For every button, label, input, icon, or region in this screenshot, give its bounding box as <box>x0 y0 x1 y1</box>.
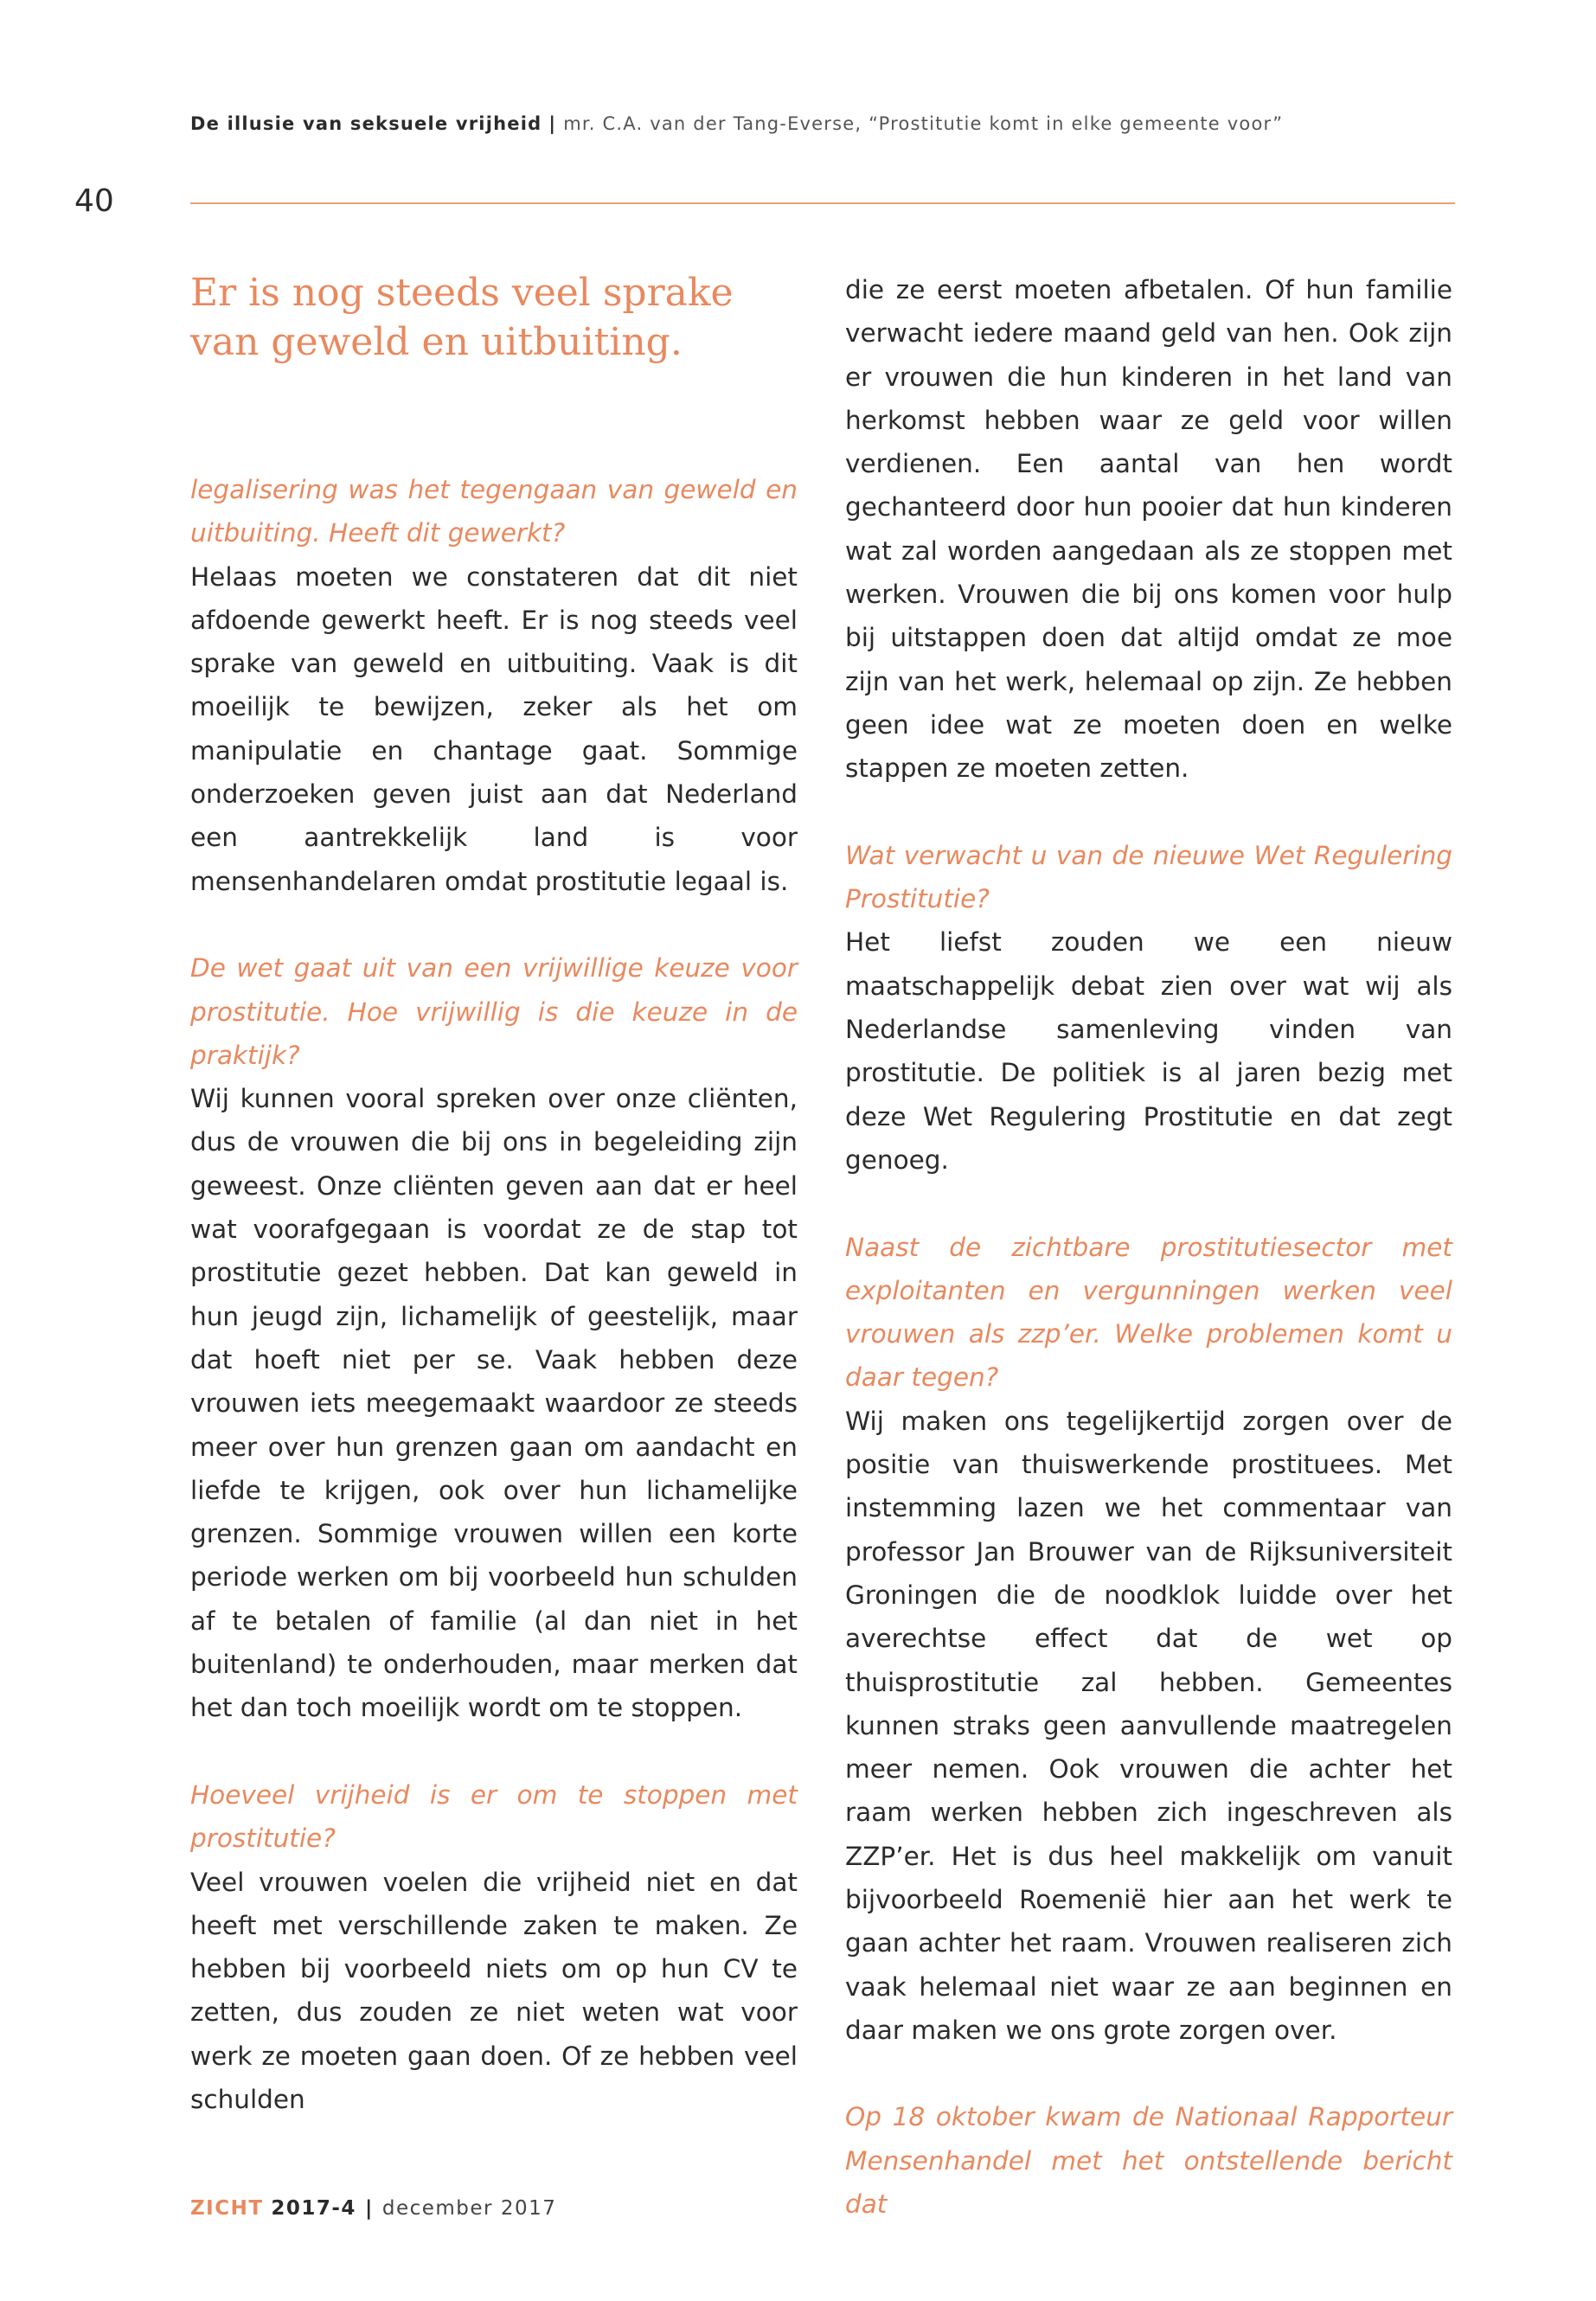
left-column <box>190 268 798 2121</box>
interview-answer: die ze eerst moeten afbetalen. Of hun familie verwacht iedere maand geld van hen. Ook zijn er vrouwen die hun kinderen in het land van herkomst hebben waar ze geld voor willen verdienen. Een aantal van hen wordt gechanteerd door hun pooier dat hun kinderen wat zal worden aangedaan als ze stoppen met werken. Vrouwen die bij ons komen voor hulp bij uitstappen doen dat altijd omdat ze moe zijn van het werk, helemaal op zijn. Ze hebben geen idee wat ze moeten doen en welke stappen ze moeten zetten. <box>845 275 1452 784</box>
series-title: De illusie van seksuele vrijheid <box>190 113 542 134</box>
header-separator: | <box>548 113 557 134</box>
running-head <box>190 113 1283 134</box>
right-column <box>845 268 1452 2226</box>
page-number: 40 <box>74 183 114 219</box>
interview-question: De wet gaat uit van een vrijwillige keuze voor prostitutie. Hoe vrijwillig is die keuze in de praktijk? <box>190 953 798 1070</box>
pull-quote-headline: Er is nog steeds veel sprake van geweld en uitbuiting. <box>190 271 734 364</box>
interview-question: Op 18 oktober kwam de Nationaal Rapporteur Mensenhandel met het ontstellende bericht dat <box>845 2102 1452 2220</box>
magazine-name: ZICHT <box>190 2197 264 2220</box>
footer-separator: | <box>364 2197 374 2220</box>
interview-answer: Het liefst zouden we een nieuw maatschappelijk debat zien over wat wij als Nederlandse samenleving vinden van prostitutie. De politiek is al jaren bezig met deze Wet Regulering Prostitutie en dat zegt genoeg. <box>845 927 1452 1175</box>
issue-number: 2017-4 <box>271 2197 356 2220</box>
article-author-title: mr. C.A. van der Tang-Everse, “Prostitutie komt in elke gemeente voor” <box>563 113 1284 134</box>
interview-answer: Veel vrouwen voelen die vrijheid niet en dat heeft met verschillende zaken te maken. Ze hebben bij voorbeeld niets om op hun CV te zetten, dus zouden ze niet weten wat voor werk ze moeten gaan doen. Of ze hebben veel schulden <box>190 1867 798 2114</box>
interview-answer: Wij kunnen vooral spreken over onze cliënten, dus de vrouwen die bij ons in begeleiding zijn geweest. Onze cliënten geven aan dat er heel wat voorafgegaan is voordat ze de stap tot prostitutie gezet hebben. Dat kan geweld in hun jeugd zijn, lichamelijk of geestelijk, maar dat hoeft niet per se. Vaak hebben deze vrouwen iets meegemaakt waardoor ze steeds meer over hun grenzen gaan om aandacht en liefde te krijgen, ook over hun lichamelijke grenzen. Sommige vrouwen willen een korte periode werken om bij voorbeeld hun schulden af te betalen of familie (al dan niet in het buitenland) te onderhouden, maar merken dat het dan toch moeilijk wordt om te stoppen. <box>190 1084 798 1723</box>
interview-question: Hoeveel vrijheid is er om te stoppen met prostitutie? <box>190 1779 798 1854</box>
interview-answer: Helaas moeten we constateren dat dit niet afdoende gewerkt heeft. Er is nog steeds veel sprake van geweld en uitbuiting. Vaak is dit moeilijk te bewijzen, zeker als het om manipulatie en chantage gaat. Sommige onderzoeken geven juist aan dat Nederland een aantrekkelijk land is voor mensenhandelaren omdat prostitutie legaal is. <box>190 561 798 896</box>
interview-question: Naast de zichtbare prostitutiesector met exploitanten en vergunningen werken veel vrouwen als zzp’er. Welke problemen komt u daar tegen? <box>845 1232 1452 1393</box>
issue-date: december 2017 <box>381 2197 557 2220</box>
interview-question: legalisering was het tegengaan van geweld en uitbuiting. Heeft dit gewerkt? <box>190 475 798 548</box>
header-divider <box>190 202 1455 204</box>
interview-question: Wat verwacht u van de nieuwe Wet Regulering Prostitutie? <box>845 840 1452 914</box>
interview-answer: Wij maken ons tegelijkertijd zorgen over de positie van thuiswerkende prostituees. Met instemming lazen we het commentaar van professor Jan Brouwer van de Rijksuniversiteit Groningen die de noodklok luidde over het averechtse effect dat de wet op thuisprostitutie zal hebben. Gemeentes kunnen straks geen aanvullende maatregelen meer nemen. Ook vrouwen die achter het raam werken hebben zich ingeschreven als ZZP’er. Het is dus heel makkelijk om vanuit bijvoorbeeld Roemenië hier aan het werk te gaan achter het raam. Vrouwen realiseren zich vaak helemaal niet waar ze aan beginnen en daar maken we ons grote zorgen over. <box>845 1406 1452 2045</box>
page-footer <box>190 2197 556 2220</box>
